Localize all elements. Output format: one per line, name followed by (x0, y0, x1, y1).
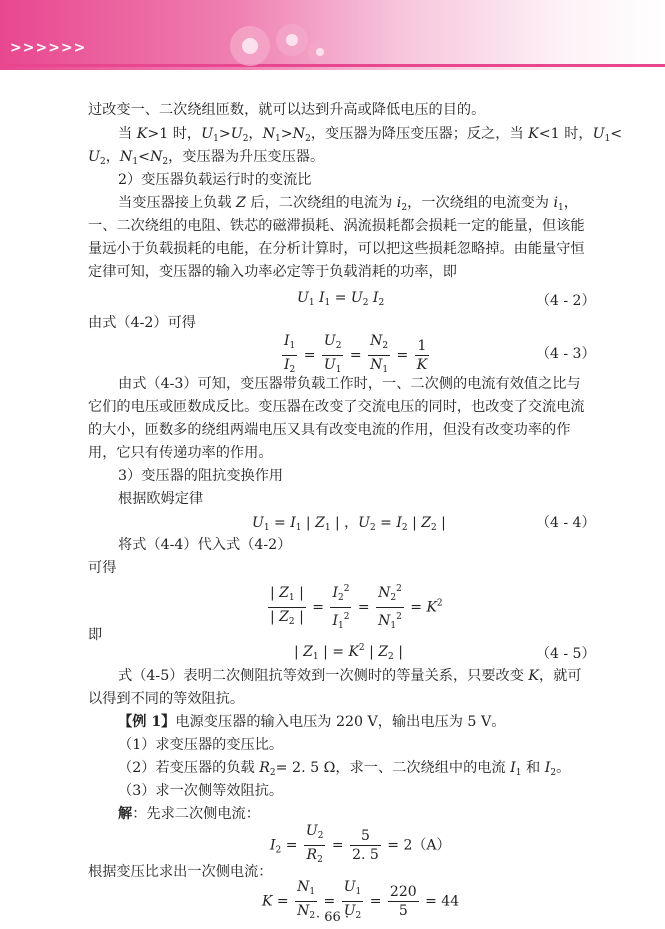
example-1-statement: 【例 1】电源变压器的输入电压为 220 V，输出电压为 5 V。 (118, 714, 506, 730)
para4-line2: 它们的电压或匝数成反比。变压器在改变了交流电压的同时，也改变了交流电流 (88, 399, 585, 415)
para4-line3: 的大小，匝数多的绕组两端电压又具有改变电流的作用，但没有改变功率的作 (88, 422, 571, 438)
equation-number-4-5: （4 - 5） (536, 646, 596, 662)
question-3: （3）求一次侧等效阻抗。 (118, 783, 284, 799)
section-heading-2: 2）变压器负载运行时的变流比 (118, 172, 312, 188)
equation-secondary-current: $I_2$ = $\frac{U_2}{R_2}$ = $\frac{5}{2. 5}$ = 2（A） (270, 823, 451, 865)
question-1: （1）求变压器的变压比。 (118, 737, 284, 753)
question-2: （2）若变压器的负载 $R_2= 2$. 5 Ω，求一、二次绕组中的电流 $I_1$ 和 $I_2$。 (118, 760, 571, 778)
chevron-arrows-icon: >>>>>> (10, 40, 87, 56)
equation-impedance-ratio: $\frac{| Z_1 |}{| Z_2 |}$ = $\frac{I_2^2}{I_1^2}$ = $\frac{N_2^2}{N_1^2}$ = $K^2$ (266, 580, 443, 635)
equation-number-4-2: （4 - 2） (536, 293, 596, 309)
from-eq-4-2: 由式（4-2）可得 (88, 315, 196, 331)
para4-line1: 由式（4-3）可知，变压器带负载工作时，一、二次侧的电流有效值之比与 (118, 376, 581, 392)
kede-line: 可得 (88, 560, 117, 576)
equation-number-4-4: （4 - 4） (536, 515, 596, 531)
page-number: · 66 · (315, 910, 350, 925)
para3-line4: 定律可知，变压器的输入功率必定等于负载消耗的功率，即 (88, 264, 457, 280)
by-ratio-line: 根据变压比求出一次侧电流： (88, 864, 273, 880)
equation-4-3: $\frac{I_1}{I_2}$ = $\frac{U_2}{U_1}$ = $\frac{N_2}{N_1}$ = $\frac{1}{K}$ (284, 333, 428, 375)
para3-line2: 一、二次绕组的电阻、铁芯的磁滞损耗、涡流损耗都会损耗一定的能量，但该能 (88, 218, 585, 234)
substitute-line: 将式（4-4）代入式（4-2） (118, 537, 292, 553)
para3-line1: 当变压器接上负载 Z 后，二次绕组的电流为 $i_2$，一次绕组的电流变为 $i_1$， (118, 195, 578, 213)
solution-intro: 解：先求二次侧电流： (118, 806, 260, 822)
para2-line2: $U_2$，$N_1<N_2$，变压器为升压变压器。 (88, 149, 325, 167)
para4-line4: 用，它只有传递功率的作用。 (88, 445, 273, 461)
equation-4-5: | $Z_1$ | = $K^2$ | $Z_2$ | (294, 643, 403, 662)
section-heading-3: 3）变压器的阻抗变换作用 (118, 468, 284, 484)
para5-line2: 以得到不同的等效阻抗。 (88, 691, 245, 707)
ji-line: 即 (88, 627, 103, 643)
equation-k-ratio: K = $\frac{N_1}{N_2}$ = $\frac{U_1}{U_2}$ = $\frac{220}{5}$ = 44 (262, 879, 460, 921)
para3-line3: 量远小于负载损耗的电能，在分析计算时，可以把这些损耗忽略掉。由能量守恒 (88, 241, 585, 257)
ohm-law-intro: 根据欧姆定律 (118, 491, 204, 507)
equation-number-4-3: （4 - 3） (536, 346, 596, 362)
para1-line1: 过改变一、二次绕组匝数，就可以达到升高或降低电压的目的。 (88, 102, 486, 118)
para2-line1: 当 K>1 时，$U_1>U_2$，$N_1>N_2$，变压器为降压变压器；反之，当 K<1 时，$U_1<$ (118, 126, 623, 144)
equation-4-2: $U_1$ $I_1 = U_2$ $I_2$ (297, 290, 385, 308)
equation-4-4: $U_1 = I_1$ | $Z_1$ | ，$U_2 = I_2$ | $Z_2$ | (252, 515, 446, 533)
para5-line1: 式（4-5）表明二次侧阻抗等效到一次侧时的等量关系，只要改变 K，就可 (118, 668, 582, 684)
